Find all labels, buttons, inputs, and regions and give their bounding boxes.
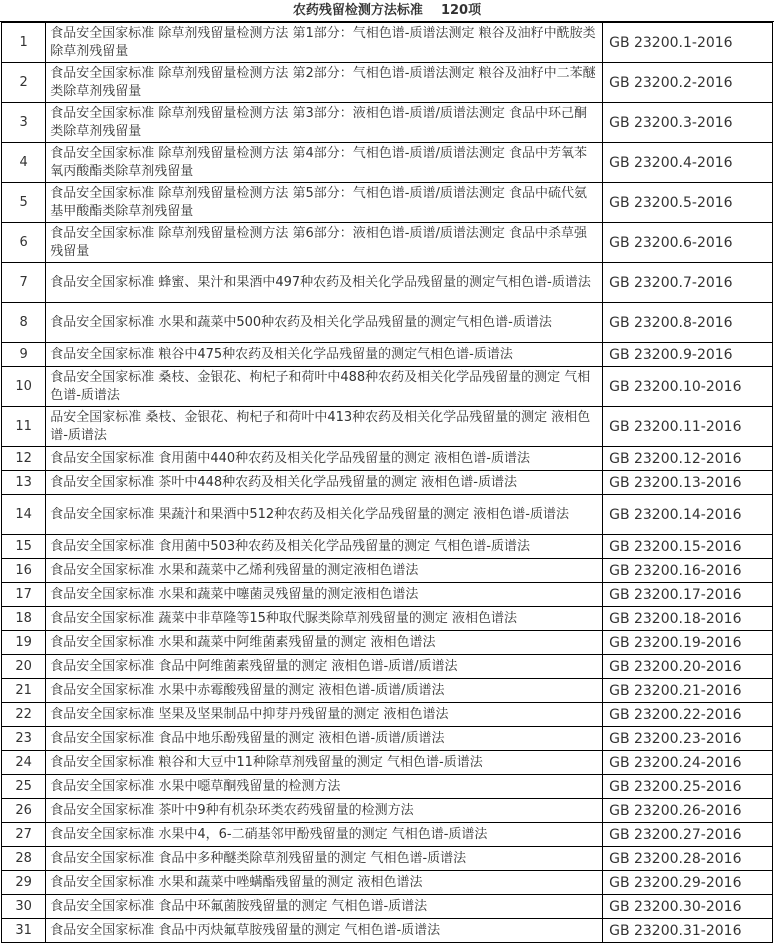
standard-code: GB 23200.8-2016 — [603, 303, 773, 343]
standard-name: 食品安全国家标准 水果和蔬菜中500种农药及相关化学品残留量的测定气相色谱-质谱法 — [46, 303, 603, 343]
row-number: 7 — [2, 263, 46, 303]
row-number: 5 — [2, 183, 46, 223]
table-row — [2, 23, 773, 63]
standard-code: GB 23200.27-2016 — [603, 823, 773, 847]
standards-table — [1, 22, 773, 943]
standard-code: GB 23200.26-2016 — [603, 799, 773, 823]
row-number: 19 — [2, 631, 46, 655]
table-row — [2, 495, 773, 535]
standard-code: GB 23200.13-2016 — [603, 471, 773, 495]
standard-name: 食品安全国家标准 水果和蔬菜中阿维菌素残留量的测定 液相色谱法 — [46, 631, 603, 655]
table-row — [2, 727, 773, 751]
table-row — [2, 583, 773, 607]
row-number: 21 — [2, 679, 46, 703]
standard-name: 食品安全国家标准 除草剂残留量检测方法 第5部分：气相色谱-质谱/质谱法测定 食品中硫代氨基甲酸酯类除草剂残留量 — [46, 183, 603, 223]
table-row — [2, 223, 773, 263]
row-number: 25 — [2, 775, 46, 799]
table-row — [2, 871, 773, 895]
standard-name: 食品安全国家标准 食品中地乐酚残留量的测定 液相色谱-质谱/质谱法 — [46, 727, 603, 751]
table-row — [2, 775, 773, 799]
standard-code: GB 23200.16-2016 — [603, 559, 773, 583]
standard-name: 食品安全国家标准 蜂蜜、果汁和果酒中497种农药及相关化学品残留量的测定气相色谱-质谱法 — [46, 263, 603, 303]
standard-name: 食品安全国家标准 水果中4，6-二硝基邻甲酚残留量的测定 气相色谱-质谱法 — [46, 823, 603, 847]
table-row — [2, 655, 773, 679]
row-number: 2 — [2, 63, 46, 103]
standard-code: GB 23200.1-2016 — [603, 23, 773, 63]
standard-name: 食品安全国家标准 坚果及坚果制品中抑芽丹残留量的测定 液相色谱法 — [46, 703, 603, 727]
standard-code: GB 23200.9-2016 — [603, 343, 773, 367]
row-number: 15 — [2, 535, 46, 559]
standard-code: GB 23200.14-2016 — [603, 495, 773, 535]
table-row — [2, 631, 773, 655]
standard-name: 食品安全国家标准 蔬菜中非草隆等15种取代脲类除草剂残留量的测定 液相色谱法 — [46, 607, 603, 631]
standard-name: 食品安全国家标准 桑枝、金银花、枸杞子和荷叶中488种农药及相关化学品残留量的测定 气相色谱-质谱法 — [46, 367, 603, 407]
table-row — [2, 63, 773, 103]
row-number: 9 — [2, 343, 46, 367]
standard-code: GB 23200.11-2016 — [603, 407, 773, 447]
row-number: 11 — [2, 407, 46, 447]
table-row — [2, 407, 773, 447]
standard-code: GB 23200.12-2016 — [603, 447, 773, 471]
row-number: 1 — [2, 23, 46, 63]
standard-code: GB 23200.24-2016 — [603, 751, 773, 775]
row-number: 23 — [2, 727, 46, 751]
row-number: 4 — [2, 143, 46, 183]
table-row — [2, 367, 773, 407]
table-row — [2, 143, 773, 183]
standard-name: 食品安全国家标准 水果和蔬菜中噻菌灵残留量的测定液相色谱法 — [46, 583, 603, 607]
standard-code: GB 23200.23-2016 — [603, 727, 773, 751]
standard-name: 食品安全国家标准 除草剂残留量检测方法 第6部分：液相色谱-质谱/质谱法测定 食品中杀草强残留量 — [46, 223, 603, 263]
standard-code: GB 23200.5-2016 — [603, 183, 773, 223]
standard-name: 食品安全国家标准 食用菌中503种农药及相关化学品残留量的测定 气相色谱-质谱法 — [46, 535, 603, 559]
table-row — [2, 823, 773, 847]
row-number: 3 — [2, 103, 46, 143]
row-number: 8 — [2, 303, 46, 343]
row-number: 28 — [2, 847, 46, 871]
standard-name: 食品安全国家标准 粮谷和大豆中11种除草剂残留量的测定 气相色谱-质谱法 — [46, 751, 603, 775]
standard-name: 食品安全国家标准 茶叶中9种有机杂环类农药残留量的检测方法 — [46, 799, 603, 823]
standard-code: GB 23200.19-2016 — [603, 631, 773, 655]
standard-name: 食品安全国家标准 茶叶中448种农药及相关化学品残留量的测定 液相色谱-质谱法 — [46, 471, 603, 495]
standard-code: GB 23200.6-2016 — [603, 223, 773, 263]
table-row — [2, 799, 773, 823]
row-number: 26 — [2, 799, 46, 823]
row-number: 30 — [2, 895, 46, 919]
standard-name: 食品安全国家标准 水果中噁草酮残留量的检测方法 — [46, 775, 603, 799]
table-row — [2, 847, 773, 871]
standard-code: GB 23200.22-2016 — [603, 703, 773, 727]
standard-name: 食品安全国家标准 水果中赤霉酸残留量的测定 液相色谱-质谱/质谱法 — [46, 679, 603, 703]
standard-code: GB 23200.10-2016 — [603, 367, 773, 407]
table-row — [2, 703, 773, 727]
standard-name: 食品安全国家标准 除草剂残留量检测方法 第4部分：气相色谱-质谱/质谱法测定 食品中芳氧苯氧丙酸酯类除草剂残留量 — [46, 143, 603, 183]
standard-name: 食品安全国家标准 除草剂残留量检测方法 第3部分：液相色谱-质谱/质谱法测定 食品中环己酮类除草剂残留量 — [46, 103, 603, 143]
standard-code: GB 23200.21-2016 — [603, 679, 773, 703]
standard-name: 食品安全国家标准 水果和蔬菜中乙烯利残留量的测定液相色谱法 — [46, 559, 603, 583]
table-row — [2, 679, 773, 703]
standard-name: 食品安全国家标准 粮谷中475种农药及相关化学品残留量的测定气相色谱-质谱法 — [46, 343, 603, 367]
standard-code: GB 23200.31-2016 — [603, 919, 773, 943]
table-row — [2, 607, 773, 631]
row-number: 6 — [2, 223, 46, 263]
row-number: 22 — [2, 703, 46, 727]
row-number: 27 — [2, 823, 46, 847]
table-row — [2, 303, 773, 343]
standard-name: 食品安全国家标准 除草剂残留量检测方法 第1部分：气相色谱-质谱法测定 粮谷及油籽中酰胺类除草剂残留量 — [46, 23, 603, 63]
table-row — [2, 183, 773, 223]
standard-code: GB 23200.15-2016 — [603, 535, 773, 559]
standard-code: GB 23200.4-2016 — [603, 143, 773, 183]
table-row — [2, 103, 773, 143]
standard-name: 食品安全国家标准 除草剂残留量检测方法 第2部分：气相色谱-质谱法测定 粮谷及油籽中二苯醚类除草剂残留量 — [46, 63, 603, 103]
standard-code: GB 23200.18-2016 — [603, 607, 773, 631]
table-row — [2, 751, 773, 775]
standard-code: GB 23200.30-2016 — [603, 895, 773, 919]
row-number: 31 — [2, 919, 46, 943]
standard-name: 食品安全国家标准 食品中阿维菌素残留量的测定 液相色谱-质谱/质谱法 — [46, 655, 603, 679]
standard-code: GB 23200.25-2016 — [603, 775, 773, 799]
table-row — [2, 263, 773, 303]
row-number: 29 — [2, 871, 46, 895]
table-row — [2, 343, 773, 367]
row-number: 17 — [2, 583, 46, 607]
standard-name: 食品安全国家标准 食品中环氟菌胺残留量的测定 气相色谱-质谱法 — [46, 895, 603, 919]
table-row — [2, 559, 773, 583]
row-number: 10 — [2, 367, 46, 407]
standard-name: 食品安全国家标准 水果和蔬菜中唑螨酯残留量的测定 液相色谱法 — [46, 871, 603, 895]
standard-code: GB 23200.3-2016 — [603, 103, 773, 143]
standard-name: 品安全国家标准 桑枝、金银花、枸杞子和荷叶中413种农药及相关化学品残留量的测定 液相色谱-质谱法 — [46, 407, 603, 447]
standards-table-body — [2, 23, 773, 943]
standard-code: GB 23200.28-2016 — [603, 847, 773, 871]
standard-name: 食品安全国家标准 食品中丙炔氟草胺残留量的测定 气相色谱-质谱法 — [46, 919, 603, 943]
row-number: 24 — [2, 751, 46, 775]
standard-name: 食品安全国家标准 食品中多种醚类除草剂残留量的测定 气相色谱-质谱法 — [46, 847, 603, 871]
standard-code: GB 23200.7-2016 — [603, 263, 773, 303]
standard-code: GB 23200.17-2016 — [603, 583, 773, 607]
table-row — [2, 895, 773, 919]
row-number: 12 — [2, 447, 46, 471]
table-row — [2, 471, 773, 495]
row-number: 20 — [2, 655, 46, 679]
standard-name: 食品安全国家标准 果蔬汁和果酒中512种农药及相关化学品残留量的测定 液相色谱-质谱法 — [46, 495, 603, 535]
table-row — [2, 919, 773, 943]
table-title-text: 农药残留检测方法标准 — [292, 3, 423, 18]
row-number: 14 — [2, 495, 46, 535]
row-number: 13 — [2, 471, 46, 495]
row-number: 16 — [2, 559, 46, 583]
table-row — [2, 535, 773, 559]
table-row — [2, 447, 773, 471]
table-title-count: 120项 — [440, 3, 482, 18]
standard-name: 食品安全国家标准 食用菌中440种农药及相关化学品残留量的测定 液相色谱-质谱法 — [46, 447, 603, 471]
standard-code: GB 23200.20-2016 — [603, 655, 773, 679]
standard-code: GB 23200.2-2016 — [603, 63, 773, 103]
table-title — [0, 0, 774, 22]
standard-code: GB 23200.29-2016 — [603, 871, 773, 895]
row-number: 18 — [2, 607, 46, 631]
